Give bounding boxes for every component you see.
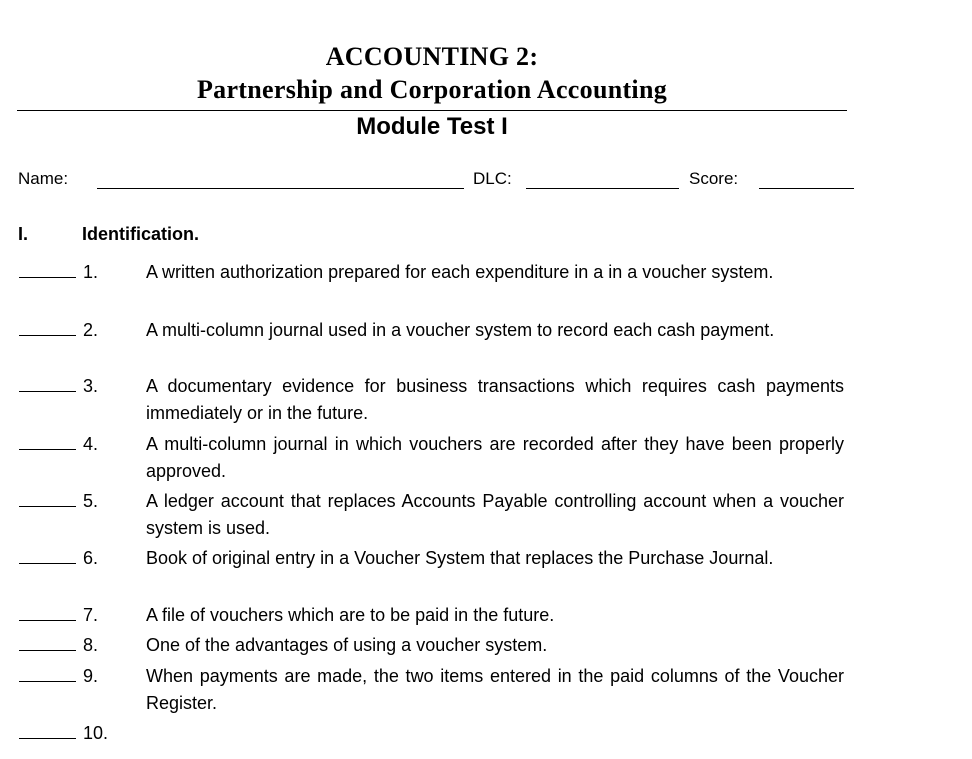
- answer-blank[interactable]: [19, 738, 76, 739]
- answer-blank[interactable]: [19, 335, 76, 336]
- name-label: Name:: [18, 169, 69, 188]
- dlc-field[interactable]: [526, 188, 679, 189]
- answer-blank[interactable]: [19, 506, 76, 507]
- question-number: 8.: [83, 635, 99, 655]
- name-field[interactable]: [97, 188, 464, 189]
- question-text: A ledger account that replaces Accounts Payable controlling account when a voucher system is used.: [146, 491, 844, 538]
- question-text: Book of original entry in a Voucher System that replaces the Purchase Journal.: [146, 548, 774, 568]
- question-number: 2.: [83, 320, 99, 340]
- question-text: A multi-column journal used in a voucher system to record each cash payment.: [146, 320, 775, 340]
- question-text: When payments are made, the two items entered in the paid columns of the Voucher Register.: [146, 666, 844, 713]
- answer-blank[interactable]: [19, 620, 76, 621]
- course-title: ACCOUNTING 2:: [325, 42, 539, 71]
- question-number: 3.: [83, 376, 99, 396]
- question-text: A multi-column journal in which vouchers are recorded after they have been properly approved.: [146, 434, 844, 481]
- score-label: Score:: [689, 169, 739, 188]
- student-info-row: [0, 169, 972, 193]
- question-number: 6.: [83, 548, 99, 568]
- question-number: 9.: [83, 666, 99, 686]
- question-text: A file of vouchers which are to be paid in the future.: [146, 605, 555, 625]
- question-number: 7.: [83, 605, 99, 625]
- answer-blank[interactable]: [19, 391, 76, 392]
- question-text: A written authorization prepared for each expenditure in a in a voucher system.: [146, 262, 774, 282]
- score-field[interactable]: [759, 188, 854, 189]
- answer-blank[interactable]: [19, 563, 76, 564]
- question-number: 4.: [83, 434, 99, 454]
- header-divider: [17, 110, 847, 111]
- course-subtitle: Partnership and Corporation Accounting: [196, 75, 668, 104]
- question-text: One of the advantages of using a voucher system.: [146, 635, 548, 655]
- question-number: 5.: [83, 491, 99, 511]
- section-number: I.: [18, 224, 29, 244]
- question-number: 1.: [83, 262, 99, 282]
- answer-blank[interactable]: [19, 277, 76, 278]
- answer-blank[interactable]: [19, 650, 76, 651]
- question-number: 10.: [83, 723, 109, 743]
- test-title: Module Test I: [356, 113, 508, 140]
- dlc-label: DLC:: [473, 169, 512, 188]
- question-text: A documentary evidence for business transactions which requires cash payments immediately or in the future.: [146, 376, 844, 423]
- answer-blank[interactable]: [19, 681, 76, 682]
- section-title: Identification.: [82, 224, 199, 244]
- answer-blank[interactable]: [19, 449, 76, 450]
